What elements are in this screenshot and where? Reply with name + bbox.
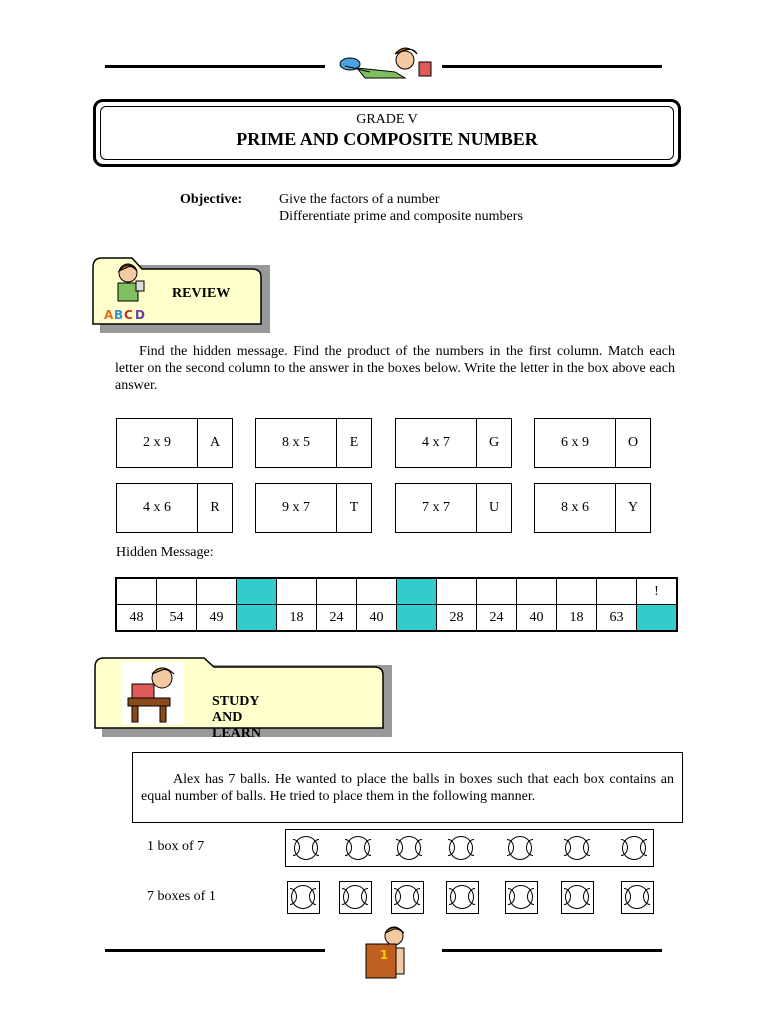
row2-label: 7 boxes of 1	[147, 889, 216, 904]
single-box	[285, 829, 654, 867]
letter-cell[interactable]	[437, 578, 477, 605]
pair-expression: 9 x 7	[256, 484, 337, 532]
story-box	[132, 752, 683, 823]
pair-box	[255, 483, 372, 533]
product-cell: 28	[437, 605, 477, 632]
pair-expression: 8 x 6	[535, 484, 616, 532]
top-rule-right	[442, 65, 662, 68]
product-cell: 63	[597, 605, 637, 632]
svg-text:B: B	[114, 308, 124, 322]
pair-expression: 2 x 9	[117, 419, 198, 467]
hidden-message-label: Hidden Message:	[116, 545, 214, 560]
box	[446, 881, 479, 914]
letter-cell[interactable]	[517, 578, 557, 605]
ball-icon	[508, 836, 532, 860]
product-number-row	[116, 605, 677, 632]
ball-icon	[343, 885, 367, 909]
reading-girl-illustration	[335, 42, 439, 84]
letter-cell[interactable]	[557, 578, 597, 605]
ball-icon	[294, 836, 318, 860]
pair-expression: 4 x 6	[117, 484, 198, 532]
svg-text:D: D	[135, 308, 145, 322]
letter-cell[interactable]	[116, 578, 157, 605]
box	[505, 881, 538, 914]
svg-text:A: A	[104, 308, 114, 322]
pair-expression: 8 x 5	[256, 419, 337, 467]
pair-letter: G	[488, 435, 500, 450]
pair-box	[255, 418, 372, 468]
answer-letter-row	[116, 578, 677, 605]
study-heading: STUDY AND LEARN	[212, 694, 262, 741]
ball-icon	[449, 836, 473, 860]
page-title: PRIME AND COMPOSITE NUMBER	[236, 129, 538, 149]
pair-letter: O	[627, 435, 639, 450]
ball-icon	[622, 836, 646, 860]
space-cell	[237, 578, 277, 605]
ball-icon	[291, 885, 315, 909]
pair-letter: E	[349, 435, 359, 450]
letter-cell[interactable]	[477, 578, 517, 605]
space-cell	[637, 605, 678, 632]
box	[621, 881, 654, 914]
pair-box	[395, 418, 512, 468]
product-cell: 40	[357, 605, 397, 632]
letter-cell[interactable]	[277, 578, 317, 605]
ball-icon	[397, 836, 421, 860]
hidden-message-table	[115, 577, 678, 632]
product-cell: 18	[557, 605, 597, 632]
top-rule-left	[105, 65, 325, 68]
letter-cell[interactable]	[597, 578, 637, 605]
ball-icon	[346, 836, 370, 860]
ball-icon	[625, 885, 649, 909]
ball-icon	[565, 836, 589, 860]
space-cell	[397, 578, 437, 605]
ball-icon	[395, 885, 419, 909]
title-box	[93, 99, 681, 167]
letter-cell[interactable]	[157, 578, 197, 605]
space-cell	[237, 605, 277, 632]
letter-cell[interactable]	[357, 578, 397, 605]
boy-at-desk-illustration	[122, 662, 184, 724]
ball-icon	[509, 885, 533, 909]
pair-expression: 6 x 9	[535, 419, 616, 467]
exclamation-cell: !	[637, 578, 678, 605]
pair-letter: R	[210, 500, 220, 515]
box	[287, 881, 320, 914]
row1-label: 1 box of 7	[147, 839, 205, 854]
product-cell: 54	[157, 605, 197, 632]
ball-icon	[565, 885, 589, 909]
objective-line-1: Give the factors of a number	[279, 192, 440, 207]
objective-label: Objective:	[180, 192, 243, 207]
product-cell: 49	[197, 605, 237, 632]
box	[391, 881, 424, 914]
pair-expression: 4 x 7	[396, 419, 477, 467]
objective-line-2: Differentiate prime and composite numbers	[279, 209, 523, 224]
pair-box	[395, 483, 512, 533]
letter-cell[interactable]	[197, 578, 237, 605]
grade-label: GRADE V	[356, 112, 418, 127]
letter-cell[interactable]	[317, 578, 357, 605]
space-cell	[397, 605, 437, 632]
bottom-rule-right	[442, 949, 662, 952]
story-text: Alex has 7 balls. He wanted to place the balls in boxes such that each box contains an equal number of balls. He tried to place them in the following manner.	[141, 772, 674, 804]
pair-expression: 7 x 7	[396, 484, 477, 532]
product-cell: 18	[277, 605, 317, 632]
bottom-rule-left	[105, 949, 325, 952]
box	[339, 881, 372, 914]
product-cell: 48	[116, 605, 157, 632]
pair-box	[534, 483, 651, 533]
pair-letter: U	[488, 500, 500, 515]
svg-text:C: C	[124, 308, 133, 322]
page-number: 1	[379, 948, 389, 962]
review-heading: REVIEW	[172, 286, 231, 301]
pair-letter: A	[209, 435, 221, 450]
pair-letter: T	[349, 500, 359, 515]
product-cell: 24	[317, 605, 357, 632]
review-instructions: Find the hidden message. Find the product of the numbers in the first column. Match each letter on the second column to the answer in the boxes below. Write the letter in the box above each answer.	[115, 344, 675, 393]
pair-box	[534, 418, 651, 468]
pair-letter: Y	[627, 500, 639, 515]
product-cell: 40	[517, 605, 557, 632]
ball-icon	[450, 885, 474, 909]
pair-box	[116, 418, 233, 468]
pair-box	[116, 483, 233, 533]
student-abc-illustration	[102, 261, 152, 323]
product-cell: 24	[477, 605, 517, 632]
box	[561, 881, 594, 914]
